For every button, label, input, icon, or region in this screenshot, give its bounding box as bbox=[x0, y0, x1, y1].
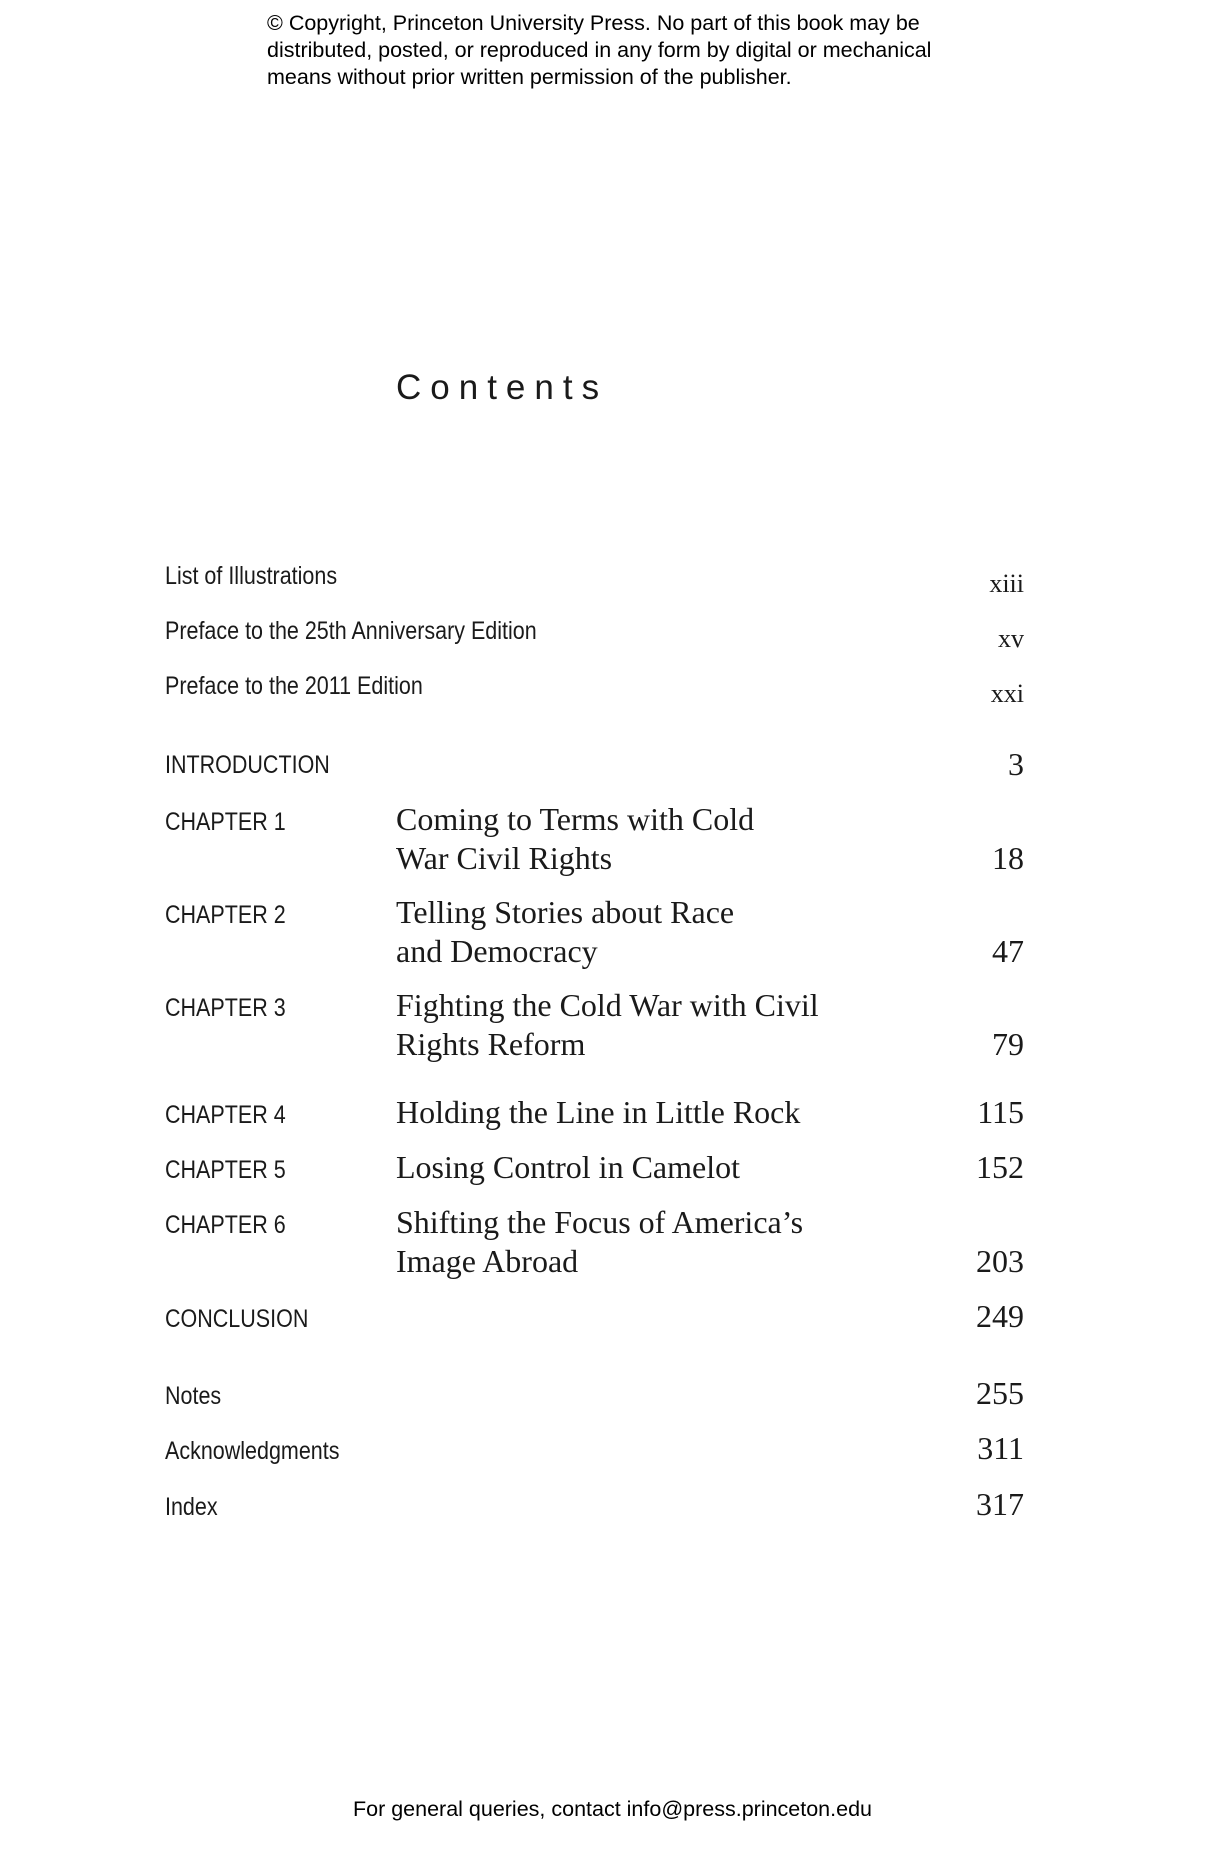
toc-entry-page: xv bbox=[998, 624, 1024, 653]
toc-entry-label: CHAPTER 1 bbox=[165, 808, 286, 836]
copyright-line: distributed, posted, or reproduced in any form by digital or mechanical bbox=[267, 38, 932, 62]
toc-entry-label: Notes bbox=[165, 1382, 222, 1410]
chapter-title-line: Coming to Terms with Cold bbox=[396, 801, 755, 837]
toc-entry-page: 115 bbox=[977, 1094, 1024, 1130]
toc-entry-chapter-5[interactable] bbox=[165, 1148, 1024, 1188]
toc-entry-label: Index bbox=[165, 1493, 218, 1521]
toc-entry-label: Preface to the 2011 Edition bbox=[165, 672, 423, 700]
toc-entry-page: 255 bbox=[976, 1375, 1024, 1411]
toc-entry-chapter-1[interactable] bbox=[165, 800, 1024, 880]
toc-entry-conclusion[interactable] bbox=[165, 1297, 1024, 1337]
toc-entry-acknowledgments[interactable] bbox=[165, 1429, 1024, 1469]
chapter-title-line: Fighting the Cold War with Civil bbox=[396, 987, 819, 1023]
chapter-title-line: and Democracy bbox=[396, 933, 598, 969]
toc-entry-page: 249 bbox=[976, 1298, 1024, 1334]
toc-entry-chapter-2[interactable] bbox=[165, 893, 1024, 973]
chapter-title bbox=[396, 1093, 800, 1132]
toc-entry-label: Acknowledgments bbox=[165, 1437, 340, 1465]
chapter-title-line: Rights Reform bbox=[396, 1026, 586, 1062]
page-title: Contents bbox=[396, 368, 609, 407]
toc-entry-preface-2011[interactable] bbox=[165, 672, 1024, 752]
toc-entry-notes[interactable] bbox=[165, 1374, 1024, 1414]
chapter-title bbox=[396, 1148, 740, 1187]
chapter-title-line: Holding the Line in Little Rock bbox=[396, 1094, 801, 1130]
chapter-title-line: Telling Stories about Race bbox=[396, 894, 735, 930]
chapter-title-line: Losing Control in Camelot bbox=[396, 1149, 740, 1185]
toc-entry-label: CHAPTER 3 bbox=[165, 994, 286, 1022]
toc-entry-page: xxi bbox=[990, 679, 1024, 708]
toc-entry-page: 203 bbox=[976, 1243, 1024, 1279]
toc-entry-label: CHAPTER 2 bbox=[165, 901, 286, 929]
chapter-title bbox=[396, 1203, 803, 1281]
toc-entry-page: 3 bbox=[1008, 746, 1024, 782]
copyright-notice bbox=[267, 10, 1027, 91]
chapter-title-line: Shifting the Focus of America’s bbox=[396, 1204, 804, 1240]
chapter-title-line: Image Abroad bbox=[396, 1243, 579, 1279]
copyright-line: means without prior written permission of the publisher. bbox=[267, 65, 792, 89]
toc-entry-chapter-4[interactable] bbox=[165, 1093, 1024, 1133]
chapter-title bbox=[396, 893, 734, 971]
toc-entry-label: INTRODUCTION bbox=[165, 751, 330, 779]
toc-entry-page: 18 bbox=[992, 840, 1024, 876]
toc-entry-page: 79 bbox=[992, 1026, 1024, 1062]
footer-contact: For general queries, contact info@press.princeton.edu bbox=[352, 1797, 872, 1821]
toc-entry-label: CONCLUSION bbox=[165, 1305, 309, 1333]
toc-entry-chapter-6[interactable] bbox=[165, 1203, 1024, 1283]
toc-entry-label: CHAPTER 6 bbox=[165, 1211, 286, 1239]
toc-entry-page: 152 bbox=[976, 1149, 1024, 1185]
toc-entry-label: CHAPTER 4 bbox=[165, 1101, 286, 1129]
toc-entry-index[interactable] bbox=[165, 1485, 1024, 1525]
toc-entry-label: CHAPTER 5 bbox=[165, 1156, 286, 1184]
toc-entry-label: List of Illustrations bbox=[165, 562, 338, 590]
toc-entry-page: xiii bbox=[989, 569, 1024, 598]
toc-entry-label: Preface to the 25th Anniversary Edition bbox=[165, 617, 537, 645]
copyright-line: © Copyright, Princeton University Press. No part of this book may be bbox=[267, 11, 920, 35]
chapter-title-line: War Civil Rights bbox=[396, 840, 613, 876]
chapter-title bbox=[396, 800, 754, 878]
toc-entry-chapter-3[interactable] bbox=[165, 986, 1024, 1066]
toc-entry-page: 47 bbox=[992, 933, 1024, 969]
chapter-title bbox=[396, 986, 819, 1064]
toc-entry-page: 317 bbox=[976, 1486, 1024, 1522]
toc-entry-page: 311 bbox=[977, 1430, 1024, 1466]
